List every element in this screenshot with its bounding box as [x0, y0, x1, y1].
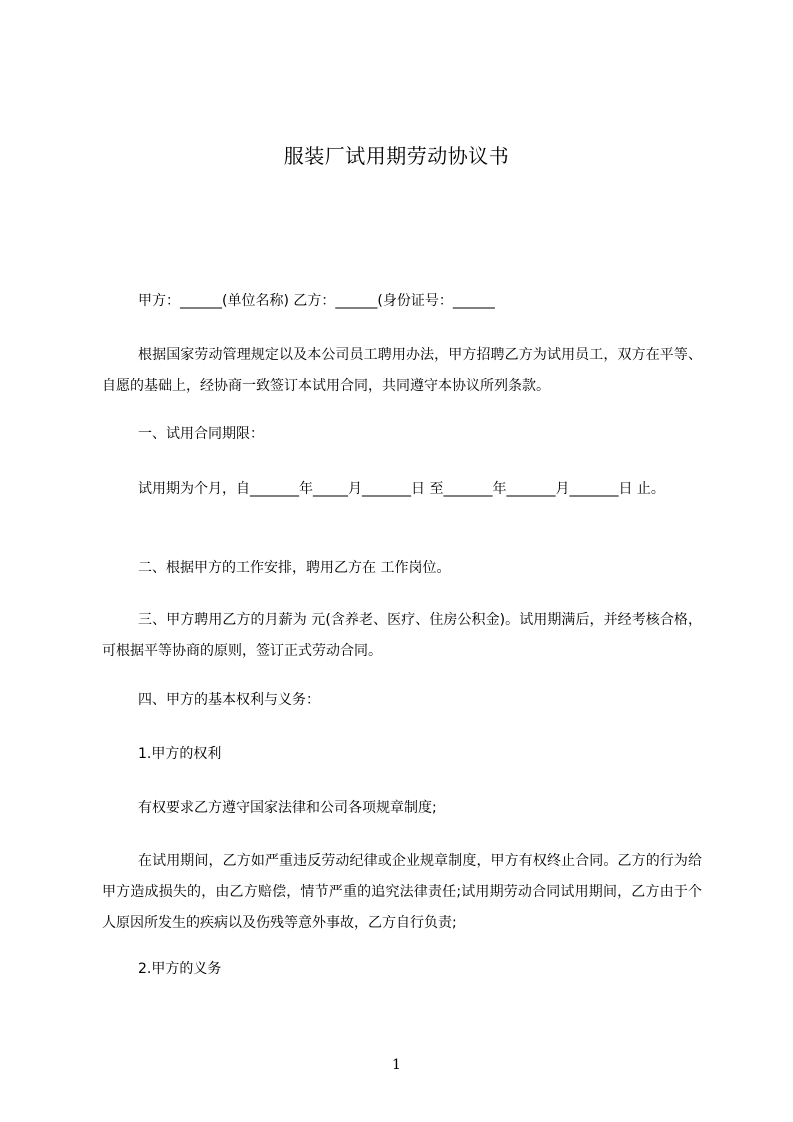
section4-heading: 四、甲方的基本权利与义务：: [138, 692, 320, 708]
document-title: 服装厂试用期劳动协议书: [283, 144, 510, 168]
parties-line: 甲方：______(单位名称) 乙方：______(身份证号：______: [138, 293, 495, 309]
section2-paragraph: 二、根据甲方的工作安排，聘用乙方在 工作岗位。: [138, 560, 451, 576]
rights-item-2: 在试用期间，乙方如严重违反劳动纪律或企业规章制度，甲方有权终止合同。乙方的行为给甲方造成损失的，由乙方赔偿，情节严重的追究法律责任;试用期劳动合同试用期间，乙方由于个人原因所发生的疾病以及伤残等意外事故，乙方自行负责;: [102, 853, 702, 931]
rights-item-1: 有权要求乙方遵守国家法律和公司各项规章制度;: [138, 800, 437, 816]
section3-paragraph: 三、甲方聘用乙方的月薪为 元(含养老、医疗、住房公积金)。试用期满后，并经考核合格，可根据平等协商的原则，签订正式劳动合同。: [102, 612, 702, 659]
section1-paragraph: 试用期为个月，自_______年_____月_______日 至_______年_______月_______日 止。: [138, 481, 665, 497]
section1-heading: 一、试用合同期限：: [138, 426, 264, 442]
page-number: 1: [392, 1057, 401, 1073]
rights-subheading: 1.甲方的权利: [138, 746, 222, 762]
intro-paragraph: 根据国家劳动管理规定以及本公司员工聘用办法，甲方招聘乙方为试用员工，双方在平等、自愿的基础上，经协商一致签订本试用合同，共同遵守本协议所列条款。: [102, 347, 702, 394]
duties-subheading: 2.甲方的义务: [138, 961, 222, 977]
